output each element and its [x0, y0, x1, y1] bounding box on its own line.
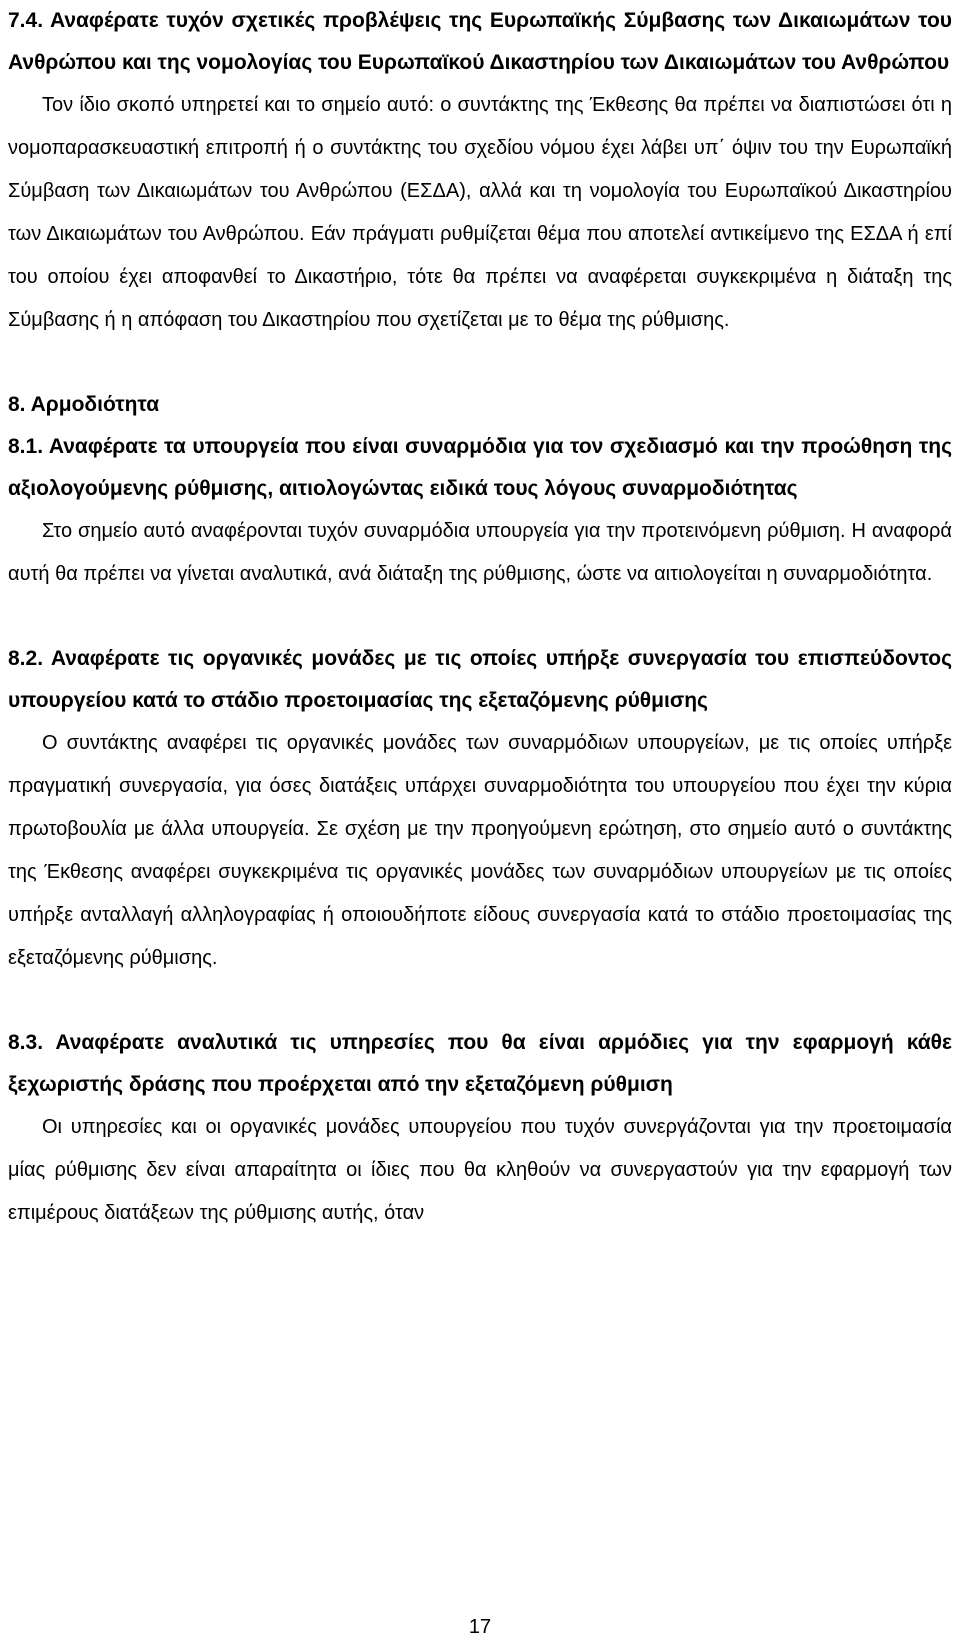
spacer: [8, 980, 952, 1022]
spacer: [8, 342, 952, 384]
section-8-2-heading: 8.2. Αναφέρατε τις οργανικές μονάδες με τις οποίες υπήρξε συνεργασία του επισπεύδοντος υπουργείου κατά το στάδιο προετοιμασίας της εξεταζόμενης ρύθμισης: [8, 647, 952, 712]
section-8-3-heading: 8.3. Αναφέρατε αναλυτικά τις υπηρεσίες που θα είναι αρμόδιες για την εφαρμογή κάθε ξεχωριστής δράσης που προέρχεται από την εξεταζόμενη ρύθμιση: [8, 1031, 952, 1096]
section-8-title: 8. Αρμοδιότητα: [8, 393, 160, 416]
section-8-2-body: Ο συντάκτης αναφέρει τις οργανικές μονάδες των συναρμόδιων υπουργείων, με τις οποίες υπήρξε πραγματική συνεργασία, για όσες διατάξεις υπάρχει συναρμοδιότητα του υπουργείου που έχει την κύρια πρωτοβουλία με άλλα υπουργεία. Σε σχέση με την προηγούμενη ερώτηση, στο σημείο αυτό ο συντάκτης της Έκθεσης αναφέρει συγκεκριμένα τις οργανικές μονάδες των συναρμόδιων υπουργείων με τις οποίες υπήρξε ανταλλαγή αλληλογραφίας ή οποιουδήποτε είδους συνεργασία κατά το στάδιο προετοιμασίας της εξεταζόμενης ρύθμισης.: [8, 732, 952, 969]
section-8-1-body: Στο σημείο αυτό αναφέρονται τυχόν συναρμόδια υπουργεία για την προτεινόμενη ρύθμιση. Η αναφορά αυτή θα πρέπει να γίνεται αναλυτικά, ανά διάταξη της ρύθμισης, ώστε να αιτιολογείται η συναρμοδιότητα.: [8, 520, 952, 585]
section-7-4-body: Τον ίδιο σκοπό υπηρετεί και το σημείο αυτό: ο συντάκτης της Έκθεσης θα πρέπει να διαπιστώσει ότι η νομοπαρασκευαστική επιτροπή ή ο συντάκτης του σχεδίου νόμου έχει λάβει υπ΄ όψιν του την Ευρωπαϊκή Σύμβαση των Δικαιωμάτων του Ανθρώπου (ΕΣΔΑ), αλλά και τη νομολογία του Ευρωπαϊκού Δικαστηρίου των Δικαιωμάτων του Ανθρώπου. Εάν πράγματι ρυθμίζεται θέμα που αποτελεί αντικείμενο της ΕΣΔΑ ή επί του οποίου έχει αποφανθεί το Δικαστήριο, τότε θα πρέπει να αναφέρεται συγκεκριμένα η διάταξη της Σύμβασης ή η απόφαση του Δικαστηρίου που σχετίζεται με το θέμα της ρύθμισης.: [8, 94, 952, 331]
section-7-4-heading: 7.4. Αναφέρατε τυχόν σχετικές προβλέψεις της Ευρωπαϊκής Σύμβασης των Δικαιωμάτων του Ανθρώπου και της νομολογίας του Ευρωπαϊκού Δικαστηρίου των Δικαιωμάτων του Ανθρώπου: [8, 9, 952, 74]
page-number: 17: [468, 1616, 492, 1638]
spacer: [8, 596, 952, 638]
section-8-3-body: Οι υπηρεσίες και οι οργανικές μονάδες υπουργείου που τυχόν συνεργάζονται για την προετοιμασία μίας ρύθμισης δεν είναι απαραίτητα οι ίδιες που θα κληθούν να συνεργαστούν για την εφαρμογή των επιμέρους διατάξεων της ρύθμισης αυτής, όταν: [8, 1116, 952, 1224]
document-page: [8, 0, 952, 1235]
section-8-1-heading: 8.1. Αναφέρατε τα υπουργεία που είναι συναρμόδια για τον σχεδιασμό και την προώθηση της αξιολογούμενης ρύθμισης, αιτιολογώντας ειδικά τους λόγους συναρμοδιότητας: [8, 435, 952, 500]
